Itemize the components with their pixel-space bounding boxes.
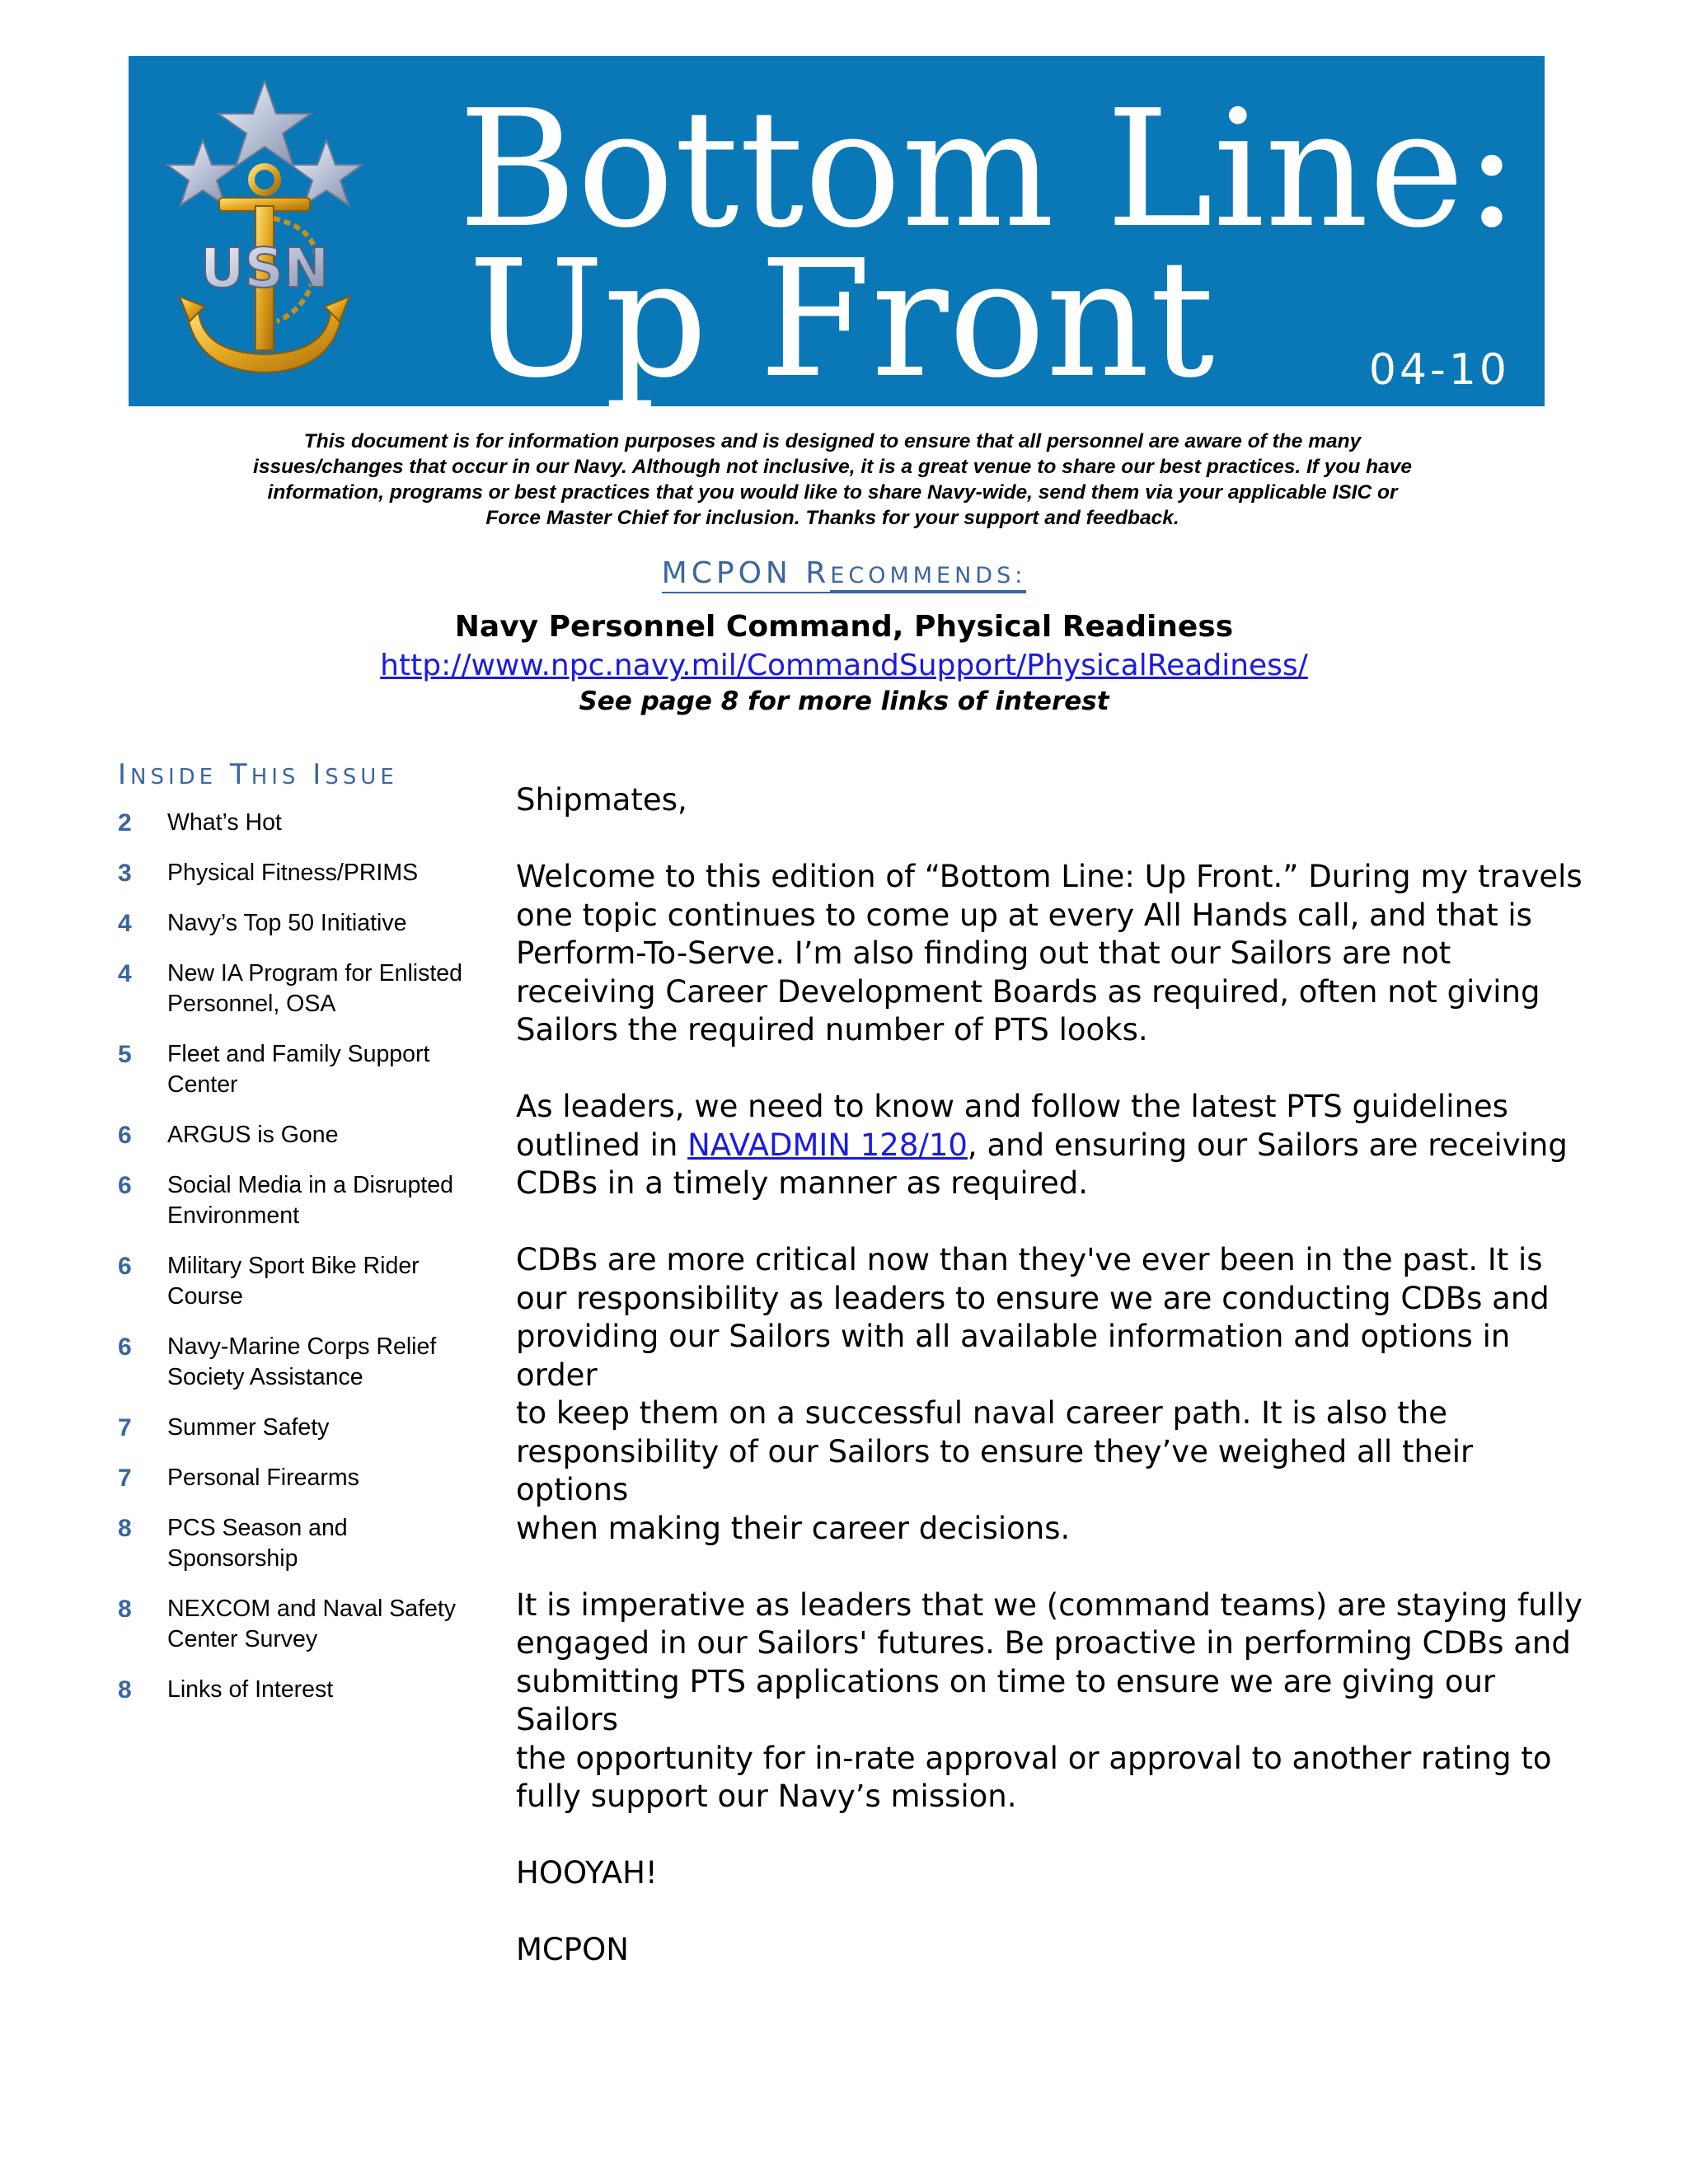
masthead-title-line2: Up Front bbox=[468, 226, 1215, 414]
masthead-banner bbox=[129, 56, 1545, 414]
list-item bbox=[118, 1513, 472, 1574]
toc-title: Military Sport Bike Rider Course bbox=[167, 1253, 420, 1310]
list-item bbox=[118, 1039, 472, 1100]
letter-closing: HOOYAH! bbox=[516, 1855, 658, 1891]
list-item bbox=[118, 1463, 472, 1493]
list-item bbox=[118, 1675, 472, 1705]
toc-page-number: 8 bbox=[118, 1515, 132, 1542]
toc-title: PCS Season and Sponsorship bbox=[167, 1515, 348, 1572]
list-item bbox=[118, 958, 472, 1019]
issue-number: 04-10 bbox=[1368, 345, 1510, 395]
recommends-note: See page 8 for more links of interest bbox=[579, 687, 1109, 716]
toc-page-number: 8 bbox=[118, 1596, 132, 1623]
list-item bbox=[118, 808, 472, 838]
list-item bbox=[118, 908, 472, 939]
toc-title: Social Media in a Disrupted Environment bbox=[167, 1172, 453, 1229]
table-of-contents bbox=[118, 808, 472, 1725]
toc-page-number: 5 bbox=[118, 1041, 132, 1068]
recommends-link[interactable]: http://www.npc.navy.mil/CommandSupport/PhysicalReadiness/ bbox=[380, 649, 1308, 682]
list-item bbox=[118, 1413, 472, 1443]
toc-title: NEXCOM and Naval Safety Center Survey bbox=[167, 1596, 457, 1652]
list-item bbox=[118, 1120, 472, 1151]
recommends-heading: MCPON RECOMMENDS: bbox=[0, 559, 1688, 588]
letter-paragraph-3: CDBs are more critical now than they've ever been in the past. It is our responsibility as leaders to ensure we are conducting CDBs and providing our Sailors with all available information and options in order to keep them on a successful naval career path. It is also the responsibility of our Sailors to ensure they’ve weighed all their options when making their career decisions. bbox=[516, 1242, 1550, 1546]
letter-paragraph-1: Welcome to this edition of “Bottom Line: Up Front.” During my travels one topic continues to come up at every All Hands call, and that is Perform-To-Serve. I’m also finding out that our Sailors are not receiving Career Development Boards as required, often not giving Sailors the required number of PTS looks. bbox=[516, 859, 1582, 1047]
list-item bbox=[118, 1170, 472, 1231]
recommends-title: Navy Personnel Command, Physical Readiness bbox=[454, 610, 1234, 644]
toc-page-number: 4 bbox=[118, 960, 132, 987]
letter-signature: MCPON bbox=[516, 1932, 629, 1967]
toc-page-number: 4 bbox=[118, 910, 132, 937]
toc-title: Fleet and Family Support Center bbox=[167, 1041, 430, 1098]
toc-page-number: 2 bbox=[118, 809, 132, 837]
toc-page-number: 6 bbox=[118, 1253, 132, 1280]
letter-paragraph-2: As leaders, we need to know and follow the latest PTS guidelines outlined in NAVADMIN 128/10, and ensuring our Sailors are receiving CDBs in a timely manner as required. bbox=[516, 1089, 1568, 1201]
navadmin-link[interactable]: NAVADMIN 128/10 bbox=[687, 1127, 968, 1163]
toc-title: Personal Firearms bbox=[167, 1465, 359, 1491]
master-chief-anchor-three-stars-icon bbox=[162, 74, 368, 396]
list-item bbox=[118, 1594, 472, 1655]
toc-page-number: 6 bbox=[118, 1122, 132, 1149]
list-item bbox=[118, 1332, 472, 1393]
letter-paragraph-4: It is imperative as leaders that we (command teams) are staying fully engaged in our Sailors' futures. Be proactive in performing CDBs and submitting PTS applications on time to ensure we are giving our Sailors the opportunity for in-rate approval or approval to another rating to fully support our Navy’s mission. bbox=[516, 1586, 1582, 1814]
badge-letters: USN bbox=[199, 237, 330, 300]
toc-title: ARGUS is Gone bbox=[167, 1122, 339, 1148]
toc-page-number: 7 bbox=[118, 1465, 132, 1492]
toc-title: Navy’s Top 50 Initiative bbox=[167, 910, 407, 936]
toc-page-number: 3 bbox=[118, 860, 132, 887]
toc-title: Summer Safety bbox=[167, 1414, 330, 1441]
list-item bbox=[118, 858, 472, 888]
letter-salutation: Shipmates, bbox=[516, 782, 687, 818]
toc-page-number: 6 bbox=[118, 1333, 132, 1361]
list-item bbox=[118, 1251, 472, 1312]
toc-page-number: 7 bbox=[118, 1414, 132, 1441]
toc-title: Physical Fitness/PRIMS bbox=[167, 860, 419, 886]
toc-title: New IA Program for Enlisted Personnel, OSA bbox=[167, 960, 462, 1017]
toc-page-number: 6 bbox=[118, 1172, 132, 1199]
inside-this-issue-heading: INSIDE THIS ISSUE bbox=[118, 758, 398, 791]
toc-page-number: 8 bbox=[118, 1676, 132, 1704]
toc-title: What’s Hot bbox=[167, 809, 282, 836]
masthead-title-line1: Bottom Line: bbox=[458, 76, 1519, 264]
toc-title: Links of Interest bbox=[167, 1676, 334, 1703]
disclaimer-text: This document is for information purposes and is designed to ensure that all personnel are aware of the many issues/changes that occur in our Navy. Although not inclusive, it is a great venue to share our best practices. If you have information, programs or best practices that you would like to share Navy-wide, send them via your applicable ISIC or Force Master Chief for inclusion. Thanks for your support and feedback. bbox=[253, 430, 1412, 529]
letter-body bbox=[516, 781, 1587, 2008]
toc-title: Navy-Marine Corps Relief Society Assistance bbox=[167, 1333, 437, 1390]
